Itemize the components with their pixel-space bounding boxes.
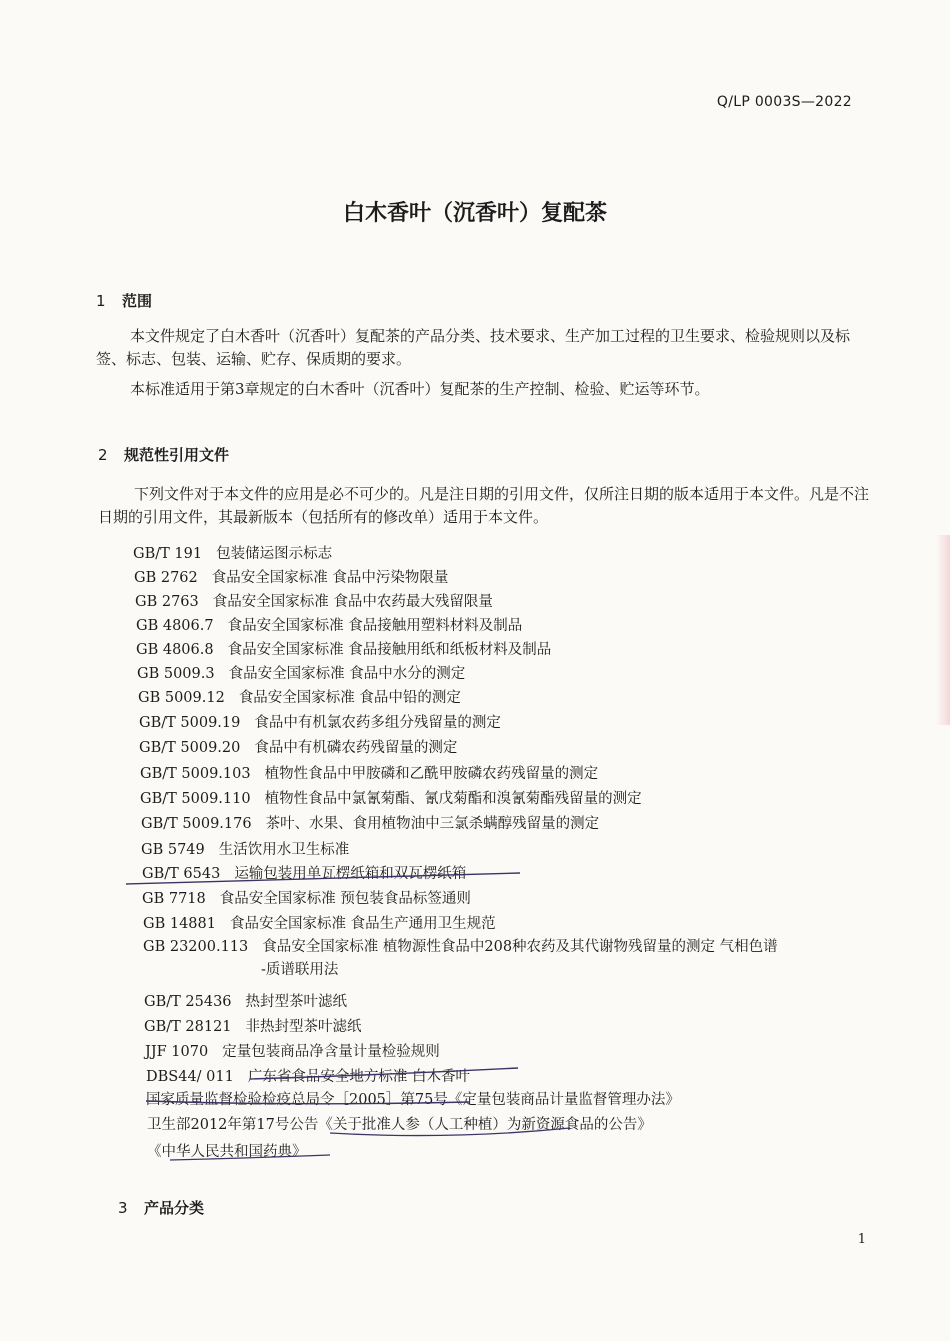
reference-title: 生活饮用水卫生标准 [218, 842, 350, 858]
paragraph: 本文件规定了白木香叶（沉香叶）复配茶的产品分类、技术要求、生产加工过程的卫生要求、检验规则以及标签、标志、包装、运输、贮存、保质期的要求。 [96, 327, 851, 368]
reference-title: 广东省食品安全地方标准 白木香叶 [247, 1069, 470, 1085]
reference-item [141, 812, 599, 833]
reference-code: GB/T 5009.19 [139, 715, 241, 731]
reference-title: 包装储运图示标志 [216, 546, 333, 562]
reference-item [137, 662, 465, 683]
section-number: 3 [118, 1199, 128, 1217]
reference-code: GB 5749 [141, 842, 205, 858]
reference-code: GB 5009.12 [138, 690, 225, 706]
reference-code: GB/T 5009.103 [140, 766, 251, 782]
reference-item [142, 862, 466, 883]
reference-title: 食品安全国家标准 食品接触用纸和纸板材料及制品 [227, 642, 552, 658]
section-2-heading [98, 444, 229, 465]
reference-title: 食品安全国家标准 食品生产通用卫生规范 [229, 916, 496, 932]
reference-code: GB/T 25436 [144, 994, 232, 1010]
reference-item [136, 614, 522, 635]
reference-item [144, 990, 347, 1011]
section-number: 2 [98, 446, 108, 464]
reference-code: GB 23200.113 [143, 939, 249, 955]
reference-title: 非热封型茶叶滤纸 [245, 1019, 362, 1035]
reference-item [146, 1065, 470, 1086]
reference-item [144, 1015, 362, 1036]
reference-item [147, 1113, 652, 1134]
reference-item [134, 566, 448, 587]
section-title: 规范性引用文件 [124, 446, 230, 464]
reference-item [133, 542, 332, 563]
reference-code: GB 4806.7 [136, 618, 214, 634]
section-number: 1 [96, 292, 106, 310]
reference-item [143, 912, 496, 933]
reference-title: 食品安全国家标准 食品中铅的测定 [238, 690, 461, 706]
reference-item [139, 711, 501, 732]
section-title: 范围 [122, 292, 153, 310]
section-1-heading [96, 290, 152, 311]
reference-title: 植物性食品中甲胺磷和乙酰甲胺磷农药残留量的测定 [264, 766, 599, 782]
reference-code: DBS44/ 011 [146, 1069, 234, 1085]
reference-title: 热封型茶叶滤纸 [245, 994, 348, 1010]
reference-code: GB 4806.8 [136, 642, 214, 658]
reference-title: 食品安全国家标准 食品中污染物限量 [211, 570, 449, 586]
reference-item [139, 736, 457, 757]
reference-item [143, 936, 873, 982]
reference-code: GB 14881 [143, 916, 216, 932]
reference-item [141, 838, 349, 859]
document-title: 白木香叶（沉香叶）复配茶 [342, 201, 607, 226]
paragraph: 下列文件对于本文件的应用是必不可少的。凡是注日期的引用文件，仅所注日期的版本适用于本文件。凡是不注日期的引用文件，其最新版本（包括所有的修改单）适用于本文件。 [98, 485, 870, 526]
standard-number: Q/LP 0003S—2022 [716, 94, 852, 110]
seal-stamp-edge [936, 535, 950, 725]
reference-item [147, 1140, 307, 1161]
reference-item [140, 762, 598, 783]
reference-title-continued: -质谱联用法 [261, 962, 339, 978]
reference-code: GB/T 191 [133, 546, 203, 562]
reference-title: 食品安全国家标准 食品接触用塑料材料及制品 [227, 618, 523, 634]
reference-title: 食品安全国家标准 食品中农药最大残留限量 [212, 594, 493, 610]
reference-code: GB 2763 [135, 594, 199, 610]
reference-title: 运输包装用单瓦楞纸箱和双瓦楞纸箱 [234, 866, 467, 882]
reference-code: GB 2762 [134, 570, 198, 586]
reference-item [140, 787, 642, 808]
reference-code: GB/T 5009.110 [140, 791, 251, 807]
paragraph: 本标准适用于第3章规定的白木香叶（沉香叶）复配茶的生产控制、检验、贮运等环节。 [130, 380, 710, 398]
reference-title: 食品安全国家标准 植物源性食品中208种农药及其代谢物残留量的测定 气相色谱 [262, 939, 778, 955]
reference-code: GB 7718 [142, 891, 206, 907]
reference-title: 植物性食品中氯氰菊酯、氰戊菊酯和溴氰菊酯残留量的测定 [264, 791, 642, 807]
page-number: 1 [857, 1232, 866, 1247]
section-title: 产品分类 [144, 1199, 205, 1217]
reference-code: GB/T 28121 [144, 1019, 232, 1035]
reference-code: GB 5009.3 [137, 666, 215, 682]
reference-title: 茶叶、水果、食用植物油中三氯杀螨醇残留量的测定 [265, 816, 600, 832]
reference-item [142, 887, 471, 908]
reference-code: JJF 1070 [145, 1044, 209, 1060]
reference-title: 食品安全国家标准 预包装食品标签通则 [219, 891, 471, 907]
reference-code: GB/T 6543 [142, 866, 221, 882]
reference-title: 卫生部2012年第17号公告《关于批准人参（人工种植）为新资源食品的公告》 [147, 1117, 652, 1133]
reference-code: GB/T 5009.176 [141, 816, 252, 832]
reference-title: 食品中有机氯农药多组分残留量的测定 [254, 715, 501, 731]
reference-title: 食品中有机磷农药残留量的测定 [254, 740, 458, 756]
reference-item [135, 590, 493, 611]
reference-title: 定量包装商品净含量计量检验规则 [222, 1044, 440, 1060]
reference-item [146, 1088, 680, 1109]
reference-item [136, 638, 551, 659]
reference-item [145, 1040, 440, 1061]
section-3-heading [118, 1197, 204, 1218]
reference-title: 《中华人民共和国药典》 [147, 1144, 307, 1160]
reference-code: GB/T 5009.20 [139, 740, 241, 756]
reference-title: 食品安全国家标准 食品中水分的测定 [228, 666, 466, 682]
reference-title: 国家质量监督检验检疫总局令［2005］第75号《定量包装商品计量监督管理办法》 [146, 1092, 680, 1108]
reference-item [138, 686, 461, 707]
